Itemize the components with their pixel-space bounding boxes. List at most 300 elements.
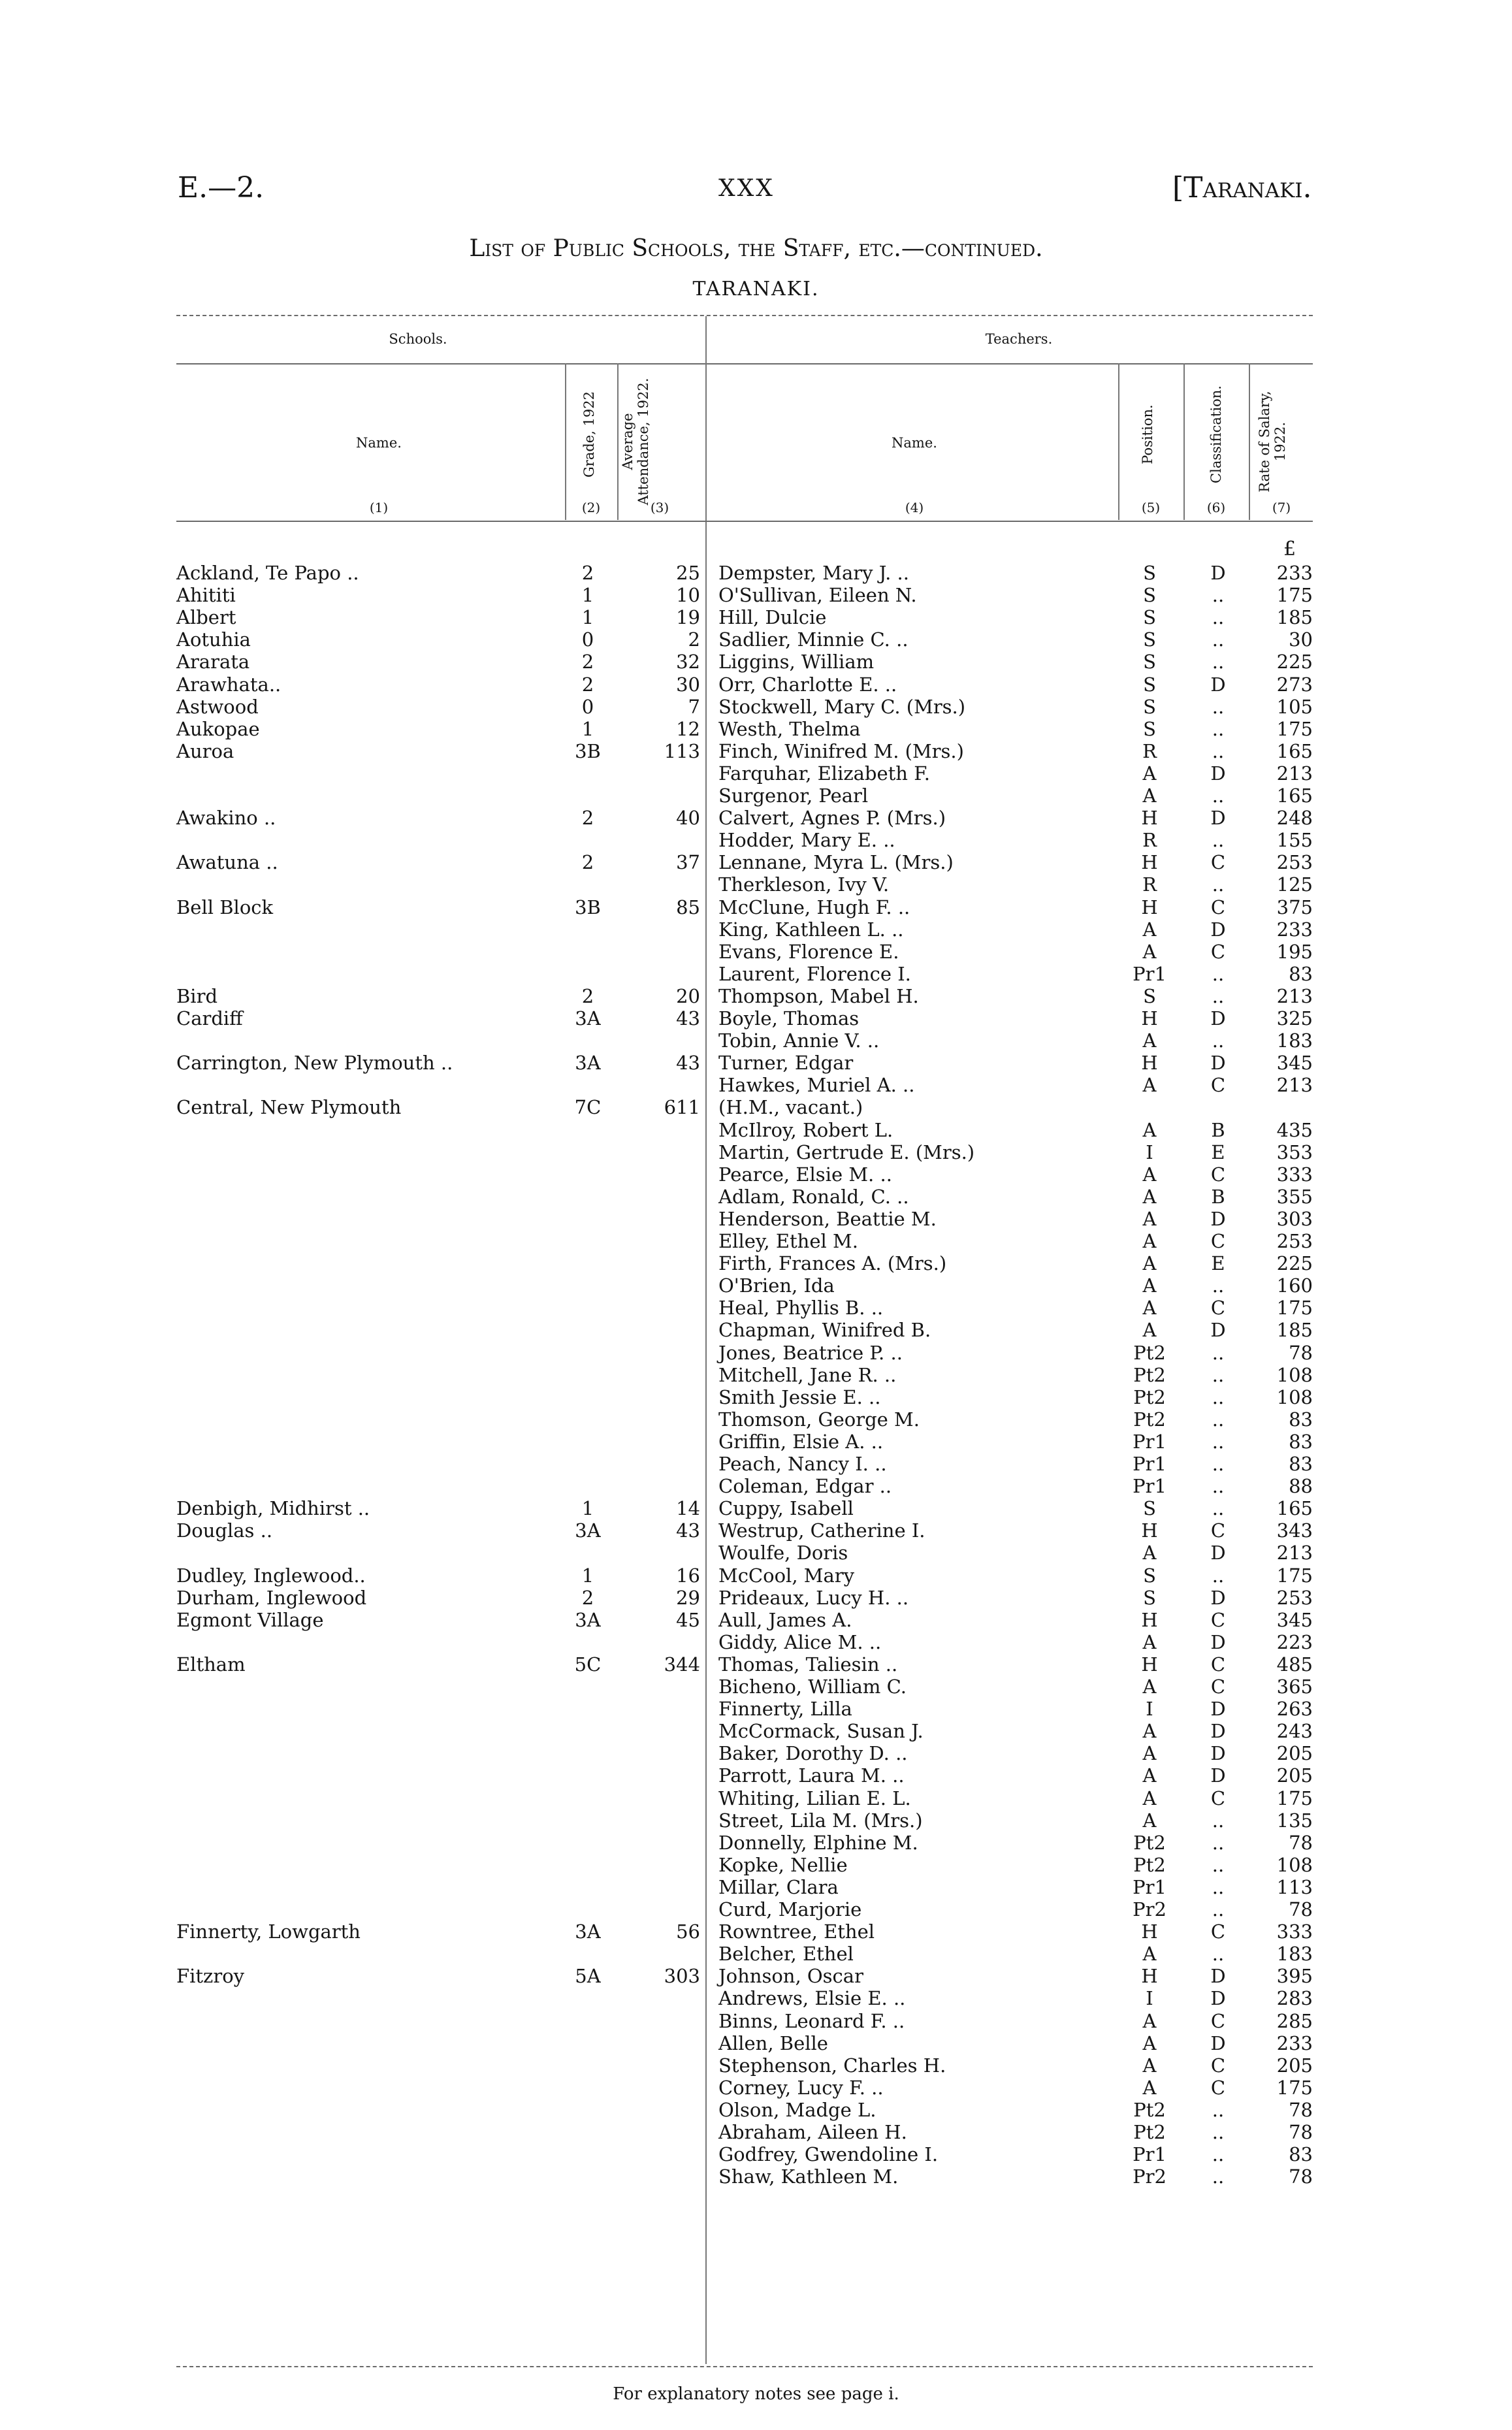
- salary-cell: 175: [1276, 1564, 1313, 1587]
- teacher-name-cell: Andrews, Elsie E. ..: [718, 1987, 906, 2009]
- teacher-name-cell: Sadlier, Minnie C. ..: [718, 628, 909, 651]
- position-cell: A: [1142, 918, 1157, 941]
- teacher-name-cell: Stephenson, Charles H.: [718, 2054, 946, 2077]
- classification-cell: C: [1210, 2054, 1226, 2077]
- grade-cell: 7C: [574, 1096, 602, 1118]
- teacher-name-cell: McClune, Hugh F. ..: [718, 896, 910, 918]
- school-name-cell: Astwood: [176, 696, 259, 718]
- salary-cell: 205: [1276, 2054, 1313, 2077]
- attendance-cell: 32: [676, 651, 700, 673]
- attendance-cell: 303: [664, 1965, 700, 1987]
- position-cell: A: [1142, 1074, 1157, 1096]
- salary-cell: 185: [1276, 606, 1313, 628]
- col-number-1: (1): [369, 500, 389, 515]
- classification-cell: D: [1210, 1007, 1226, 1029]
- col-header-attendance: Average Attendance, 1922.: [620, 378, 651, 506]
- attendance-cell: 43: [676, 1052, 700, 1074]
- position-cell: I: [1146, 1141, 1153, 1163]
- salary-cell: 78: [1289, 1832, 1313, 1854]
- classification-cell: D: [1210, 1742, 1226, 1764]
- position-cell: A: [1142, 1631, 1157, 1653]
- school-name-cell: Arawhata..: [176, 673, 281, 696]
- teacher-name-cell: Lennane, Myra L. (Mrs.): [718, 851, 954, 873]
- col-divider-6: [1249, 363, 1250, 520]
- school-name-cell: Awakino ..: [176, 807, 276, 829]
- attendance-cell: 40: [676, 807, 700, 829]
- teacher-name-cell: Boyle, Thomas: [718, 1007, 860, 1029]
- position-cell: S: [1143, 673, 1156, 696]
- salary-cell: 213: [1276, 1542, 1313, 1564]
- position-cell: Pt2: [1133, 1386, 1166, 1408]
- teacher-name-cell: Tobin, Annie V. ..: [718, 1029, 880, 1052]
- grade-cell: 2: [581, 562, 594, 584]
- classification-cell: ..: [1212, 1431, 1225, 1453]
- salary-cell: 205: [1276, 1742, 1313, 1764]
- classification-cell: D: [1210, 1764, 1226, 1787]
- teacher-name-cell: Aull, James A.: [718, 1609, 852, 1631]
- position-cell: A: [1142, 762, 1157, 785]
- classification-cell: D: [1210, 562, 1226, 584]
- classification-cell: ..: [1212, 696, 1225, 718]
- teacher-name-cell: Mitchell, Jane R. ..: [718, 1364, 897, 1386]
- teacher-name-cell: Westh, Thelma: [718, 718, 861, 740]
- salary-cell: 165: [1276, 785, 1313, 807]
- classification-cell: ..: [1212, 1898, 1225, 1920]
- position-cell: S: [1143, 584, 1156, 606]
- grade-cell: 2: [581, 1587, 594, 1609]
- attendance-cell: 45: [676, 1609, 700, 1631]
- teacher-name-cell: Liggins, William: [718, 651, 875, 673]
- attendance-cell: 25: [676, 562, 700, 584]
- classification-cell: D: [1210, 1987, 1226, 2009]
- teacher-name-cell: Bicheno, William C.: [718, 1676, 907, 1698]
- teacher-name-cell: Baker, Dorothy D. ..: [718, 1742, 908, 1764]
- page-number: XXX: [718, 175, 775, 202]
- position-cell: A: [1142, 1720, 1157, 1742]
- classification-cell: B: [1211, 1119, 1225, 1141]
- teacher-name-cell: Dempster, Mary J. ..: [718, 562, 909, 584]
- col-divider-2: [617, 363, 619, 520]
- col-header-salary: Rate of Salary, 1922.: [1257, 391, 1288, 493]
- grade-cell: 0: [581, 628, 594, 651]
- position-cell: H: [1141, 1653, 1158, 1676]
- teacher-name-cell: Shaw, Kathleen M.: [718, 2165, 899, 2188]
- attendance-cell: 56: [676, 1920, 700, 1943]
- region-header: [Taranaki.: [1172, 171, 1312, 204]
- salary-cell: 165: [1276, 740, 1313, 762]
- classification-cell: D: [1210, 2032, 1226, 2054]
- teacher-name-cell: Hodder, Mary E. ..: [718, 829, 895, 851]
- teacher-name-cell: Jones, Beatrice P. ..: [718, 1342, 903, 1364]
- position-cell: S: [1143, 1564, 1156, 1587]
- salary-cell: 195: [1276, 941, 1313, 963]
- teacher-name-cell: Cuppy, Isabell: [718, 1497, 854, 1519]
- classification-cell: C: [1210, 1920, 1226, 1943]
- attendance-cell: 20: [676, 985, 700, 1007]
- classification-cell: D: [1210, 1587, 1226, 1609]
- salary-cell: 253: [1276, 851, 1313, 873]
- classification-cell: ..: [1212, 1274, 1225, 1297]
- salary-cell: 253: [1276, 1230, 1313, 1252]
- grade-cell: 3B: [575, 896, 601, 918]
- position-cell: A: [1142, 1297, 1157, 1319]
- salary-cell: 345: [1276, 1052, 1313, 1074]
- salary-cell: 83: [1289, 1453, 1313, 1475]
- position-cell: S: [1143, 1497, 1156, 1519]
- teacher-name-cell: Elley, Ethel M.: [718, 1230, 858, 1252]
- classification-cell: D: [1210, 673, 1226, 696]
- salary-cell: 108: [1276, 1364, 1313, 1386]
- classification-cell: D: [1210, 918, 1226, 941]
- position-cell: A: [1142, 1542, 1157, 1564]
- position-cell: H: [1141, 1609, 1158, 1631]
- position-cell: S: [1143, 696, 1156, 718]
- position-cell: H: [1141, 1052, 1158, 1074]
- classification-cell: B: [1211, 1186, 1225, 1208]
- salary-cell: 273: [1276, 673, 1313, 696]
- page-title: List of Public Schools, the Staff, etc.—continued.: [469, 235, 1043, 262]
- salary-cell: 353: [1276, 1141, 1313, 1163]
- salary-cell: 263: [1276, 1698, 1313, 1720]
- attendance-cell: 14: [676, 1497, 700, 1519]
- school-name-cell: Ackland, Te Papo ..: [176, 562, 359, 584]
- schools-teachers-divider: [705, 316, 707, 2364]
- position-cell: A: [1142, 2010, 1157, 2032]
- position-cell: A: [1142, 1676, 1157, 1698]
- col-number-2: (2): [581, 500, 601, 515]
- classification-cell: D: [1210, 1208, 1226, 1230]
- salary-cell: 83: [1289, 1431, 1313, 1453]
- position-cell: H: [1141, 1920, 1158, 1943]
- salary-cell: 83: [1289, 1408, 1313, 1431]
- position-cell: Pr1: [1133, 2143, 1166, 2165]
- salary-cell: 365: [1276, 1676, 1313, 1698]
- classification-cell: C: [1210, 941, 1226, 963]
- document-code: E.—2.: [178, 171, 265, 204]
- grade-cell: 1: [581, 606, 594, 628]
- attendance-cell: 10: [676, 584, 700, 606]
- classification-cell: C: [1210, 1519, 1226, 1542]
- teacher-name-cell: Thomas, Taliesin ..: [718, 1653, 898, 1676]
- school-name-cell: Awatuna ..: [176, 851, 278, 873]
- position-cell: Pr1: [1133, 1453, 1166, 1475]
- salary-cell: 175: [1276, 1787, 1313, 1809]
- classification-cell: ..: [1212, 718, 1225, 740]
- teacher-name-cell: Laurent, Florence I.: [718, 963, 911, 985]
- attendance-cell: 43: [676, 1519, 700, 1542]
- teacher-name-cell: Hill, Dulcie: [718, 606, 827, 628]
- salary-cell: 83: [1289, 2143, 1313, 2165]
- salary-cell: 485: [1276, 1653, 1313, 1676]
- grade-cell: 1: [581, 1564, 594, 1587]
- classification-cell: C: [1210, 896, 1226, 918]
- classification-cell: ..: [1212, 2099, 1225, 2121]
- teacher-name-cell: Finnerty, Lilla: [718, 1698, 852, 1720]
- classification-cell: C: [1210, 1230, 1226, 1252]
- classification-cell: C: [1210, 1297, 1226, 1319]
- position-cell: Pt2: [1133, 1408, 1166, 1431]
- salary-cell: 155: [1276, 829, 1313, 851]
- attendance-cell: 2: [688, 628, 700, 651]
- position-cell: I: [1146, 1698, 1153, 1720]
- teacher-name-cell: Surgenor, Pearl: [718, 785, 869, 807]
- salary-cell: 233: [1276, 2032, 1313, 2054]
- classification-cell: ..: [1212, 785, 1225, 807]
- position-cell: H: [1141, 896, 1158, 918]
- position-cell: A: [1142, 1764, 1157, 1787]
- teacher-name-cell: Pearce, Elsie M. ..: [718, 1163, 892, 1186]
- school-name-cell: Fitzroy: [176, 1965, 245, 1987]
- teacher-name-cell: McCormack, Susan J.: [718, 1720, 924, 1742]
- position-cell: A: [1142, 1787, 1157, 1809]
- teacher-name-cell: Millar, Clara: [718, 1876, 839, 1898]
- salary-cell: 78: [1289, 1898, 1313, 1920]
- header-top-rule: [176, 315, 1313, 316]
- salary-cell: 343: [1276, 1519, 1313, 1542]
- classification-cell: C: [1210, 1653, 1226, 1676]
- grade-cell: 2: [581, 673, 594, 696]
- teacher-name-cell: Donnelly, Elphine M.: [718, 1832, 918, 1854]
- salary-cell: 183: [1276, 1943, 1313, 1965]
- teacher-name-cell: Giddy, Alice M. ..: [718, 1631, 882, 1653]
- position-cell: S: [1143, 651, 1156, 673]
- salary-cell: 225: [1276, 651, 1313, 673]
- grade-cell: 1: [581, 1497, 594, 1519]
- position-cell: A: [1142, 1319, 1157, 1341]
- teacher-name-cell: Corney, Lucy F. ..: [718, 2077, 884, 2099]
- classification-cell: E: [1211, 1141, 1225, 1163]
- classification-cell: ..: [1212, 873, 1225, 896]
- position-cell: Pr2: [1133, 2165, 1166, 2188]
- grade-cell: 2: [581, 807, 594, 829]
- classification-cell: ..: [1212, 829, 1225, 851]
- classification-cell: D: [1210, 1965, 1226, 1987]
- teacher-name-cell: Martin, Gertrude E. (Mrs.): [718, 1141, 975, 1163]
- school-name-cell: Egmont Village: [176, 1609, 324, 1631]
- position-cell: Pr2: [1133, 1898, 1166, 1920]
- attendance-cell: 344: [664, 1653, 700, 1676]
- grade-cell: 3B: [575, 740, 601, 762]
- position-cell: H: [1141, 807, 1158, 829]
- position-cell: I: [1146, 1987, 1153, 2009]
- classification-cell: ..: [1212, 1475, 1225, 1497]
- position-cell: A: [1142, 1252, 1157, 1274]
- attendance-cell: 19: [676, 606, 700, 628]
- school-name-cell: Bird: [176, 985, 218, 1007]
- salary-cell: 125: [1276, 873, 1313, 896]
- classification-cell: ..: [1212, 1408, 1225, 1431]
- position-cell: A: [1142, 1208, 1157, 1230]
- school-name-cell: Bell Block: [176, 896, 274, 918]
- salary-cell: 355: [1276, 1186, 1313, 1208]
- classification-cell: D: [1210, 1319, 1226, 1341]
- teacher-name-cell: Curd, Marjorie: [718, 1898, 862, 1920]
- grade-cell: 3A: [575, 1920, 601, 1943]
- teacher-name-cell: O'Brien, Ida: [718, 1274, 835, 1297]
- salary-cell: 223: [1276, 1631, 1313, 1653]
- classification-cell: ..: [1212, 606, 1225, 628]
- position-cell: A: [1142, 1274, 1157, 1297]
- grade-cell: 1: [581, 584, 594, 606]
- classification-cell: ..: [1212, 1809, 1225, 1832]
- position-cell: S: [1143, 1587, 1156, 1609]
- school-name-cell: Auroa: [176, 740, 234, 762]
- teacher-name-cell: Kopke, Nellie: [718, 1854, 848, 1876]
- position-cell: Pt2: [1133, 2099, 1166, 2121]
- position-cell: Pt2: [1133, 2121, 1166, 2143]
- teacher-name-cell: Hawkes, Muriel A. ..: [718, 1074, 915, 1096]
- col-header-grade: Grade, 1922: [581, 391, 597, 478]
- col-divider-1: [565, 363, 566, 520]
- teachers-group-rule: [707, 363, 1313, 364]
- salary-cell: 375: [1276, 896, 1313, 918]
- teacher-name-cell: Street, Lila M. (Mrs.): [718, 1809, 923, 1832]
- position-cell: R: [1142, 740, 1157, 762]
- classification-cell: ..: [1212, 985, 1225, 1007]
- teacher-name-cell: Stockwell, Mary C. (Mrs.): [718, 696, 966, 718]
- classification-cell: ..: [1212, 1943, 1225, 1965]
- position-cell: Pr1: [1133, 1876, 1166, 1898]
- position-cell: A: [1142, 941, 1157, 963]
- classification-cell: ..: [1212, 2143, 1225, 2165]
- classification-cell: D: [1210, 1542, 1226, 1564]
- classification-cell: ..: [1212, 651, 1225, 673]
- salary-cell: 88: [1289, 1475, 1313, 1497]
- attendance-cell: 85: [676, 896, 700, 918]
- position-cell: A: [1142, 1809, 1157, 1832]
- classification-cell: ..: [1212, 2165, 1225, 2188]
- grade-cell: 5C: [574, 1653, 602, 1676]
- school-name-cell: Dudley, Inglewood..: [176, 1564, 366, 1587]
- group-header-schools: Schools.: [389, 331, 447, 347]
- teacher-name-cell: Belcher, Ethel: [718, 1943, 854, 1965]
- teacher-name-cell: Binns, Leonard F. ..: [718, 2010, 905, 2032]
- school-name-cell: Central, New Plymouth: [176, 1096, 402, 1118]
- position-cell: S: [1143, 628, 1156, 651]
- school-name-cell: Finnerty, Lowgarth: [176, 1920, 361, 1943]
- grade-cell: 2: [581, 985, 594, 1007]
- position-cell: A: [1142, 2032, 1157, 2054]
- classification-cell: D: [1210, 1698, 1226, 1720]
- classification-cell: ..: [1212, 1453, 1225, 1475]
- classification-cell: ..: [1212, 584, 1225, 606]
- teacher-name-cell: Orr, Charlotte E. ..: [718, 673, 897, 696]
- salary-cell: 30: [1289, 628, 1313, 651]
- position-cell: S: [1143, 985, 1156, 1007]
- classification-cell: D: [1210, 1052, 1226, 1074]
- classification-cell: ..: [1212, 1386, 1225, 1408]
- teacher-name-cell: (H.M., vacant.): [718, 1096, 863, 1118]
- salary-cell: 435: [1276, 1119, 1313, 1141]
- classification-cell: C: [1210, 2077, 1226, 2099]
- attendance-cell: 12: [676, 718, 700, 740]
- position-cell: R: [1142, 829, 1157, 851]
- salary-cell: 160: [1276, 1274, 1313, 1297]
- position-cell: A: [1142, 1119, 1157, 1141]
- position-cell: Pr1: [1133, 1431, 1166, 1453]
- teacher-name-cell: Evans, Florence E.: [718, 941, 899, 963]
- col-header-position: Position.: [1140, 404, 1155, 464]
- salary-cell: 243: [1276, 1720, 1313, 1742]
- classification-cell: ..: [1212, 628, 1225, 651]
- classification-cell: ..: [1212, 2121, 1225, 2143]
- classification-cell: ..: [1212, 1342, 1225, 1364]
- classification-cell: ..: [1212, 1364, 1225, 1386]
- position-cell: A: [1142, 1943, 1157, 1965]
- teacher-name-cell: Heal, Phyllis B. ..: [718, 1297, 884, 1319]
- position-cell: Pt2: [1133, 1342, 1166, 1364]
- teacher-name-cell: Rowntree, Ethel: [718, 1920, 875, 1943]
- salary-cell: 183: [1276, 1029, 1313, 1052]
- position-cell: H: [1141, 1007, 1158, 1029]
- classification-cell: E: [1211, 1252, 1225, 1274]
- salary-cell: 78: [1289, 2099, 1313, 2121]
- school-name-cell: Ahititi: [176, 584, 236, 606]
- header-bottom-rule: [176, 521, 1313, 522]
- position-cell: Pt2: [1133, 1364, 1166, 1386]
- teacher-name-cell: Finch, Winifred M. (Mrs.): [718, 740, 964, 762]
- position-cell: Pt2: [1133, 1832, 1166, 1854]
- salary-cell: 225: [1276, 1252, 1313, 1274]
- col-header-teacher-name: Name.: [892, 435, 937, 451]
- table-bottom-rule: [176, 2366, 1313, 2367]
- teacher-name-cell: Peach, Nancy I. ..: [718, 1453, 887, 1475]
- currency-symbol: £: [1283, 538, 1296, 560]
- grade-cell: 3A: [575, 1007, 601, 1029]
- position-cell: A: [1142, 1186, 1157, 1208]
- salary-cell: 333: [1276, 1920, 1313, 1943]
- group-header-teachers: Teachers.: [985, 331, 1053, 347]
- grade-cell: 0: [581, 696, 594, 718]
- grade-cell: 2: [581, 851, 594, 873]
- region-subtitle: TARANAKI.: [692, 278, 820, 300]
- col-number-6: (6): [1206, 500, 1226, 515]
- grade-cell: 3A: [575, 1609, 601, 1631]
- salary-cell: 233: [1276, 562, 1313, 584]
- classification-cell: D: [1210, 762, 1226, 785]
- classification-cell: ..: [1212, 1564, 1225, 1587]
- salary-cell: 105: [1276, 696, 1313, 718]
- classification-cell: C: [1210, 851, 1226, 873]
- salary-cell: 78: [1289, 2121, 1313, 2143]
- salary-cell: 213: [1276, 762, 1313, 785]
- teacher-name-cell: Whiting, Lilian E. L.: [718, 1787, 911, 1809]
- salary-cell: 303: [1276, 1208, 1313, 1230]
- salary-cell: 395: [1276, 1965, 1313, 1987]
- grade-cell: 2: [581, 651, 594, 673]
- school-name-cell: Ararata: [176, 651, 250, 673]
- teacher-name-cell: Smith Jessie E. ..: [718, 1386, 881, 1408]
- salary-cell: 175: [1276, 718, 1313, 740]
- school-name-cell: Cardiff: [176, 1007, 243, 1029]
- salary-cell: 345: [1276, 1609, 1313, 1631]
- classification-cell: ..: [1212, 740, 1225, 762]
- position-cell: A: [1142, 1230, 1157, 1252]
- salary-cell: 285: [1276, 2010, 1313, 2032]
- salary-cell: 175: [1276, 584, 1313, 606]
- salary-cell: 213: [1276, 985, 1313, 1007]
- classification-cell: C: [1210, 1609, 1226, 1631]
- salary-cell: 108: [1276, 1854, 1313, 1876]
- position-cell: A: [1142, 2054, 1157, 2077]
- classification-cell: ..: [1212, 963, 1225, 985]
- school-name-cell: Aukopae: [176, 718, 260, 740]
- teacher-name-cell: Parrott, Laura M. ..: [718, 1764, 905, 1787]
- salary-cell: 233: [1276, 918, 1313, 941]
- position-cell: A: [1142, 1029, 1157, 1052]
- salary-cell: 83: [1289, 963, 1313, 985]
- teacher-name-cell: Therkleson, Ivy V.: [718, 873, 890, 896]
